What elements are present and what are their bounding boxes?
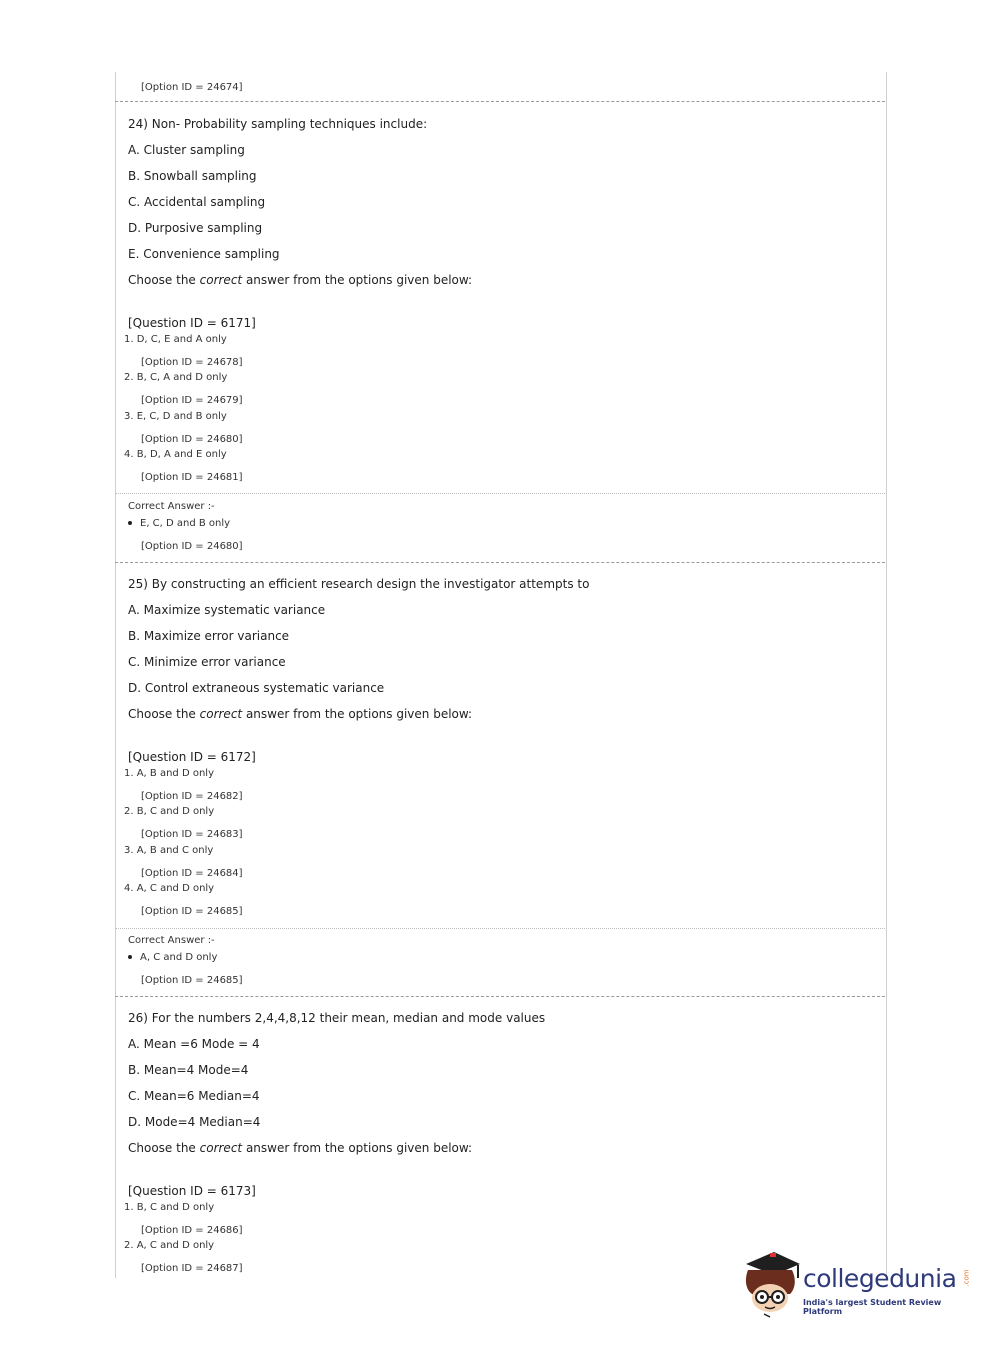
option-label: 4. B, D, A and E only	[124, 449, 227, 460]
question-divider	[115, 996, 885, 997]
logo-tagline: India's largest Student Review Platform	[803, 1298, 942, 1316]
correct-answer-heading: Correct Answer :-	[128, 501, 215, 512]
statement: C. Accidental sampling	[128, 195, 266, 209]
answer-divider	[115, 493, 885, 494]
statement: D. Control extraneous systematic variance	[128, 681, 385, 695]
statement: C. Minimize error variance	[128, 655, 286, 669]
option-id: [Option ID = 24684]	[141, 868, 243, 879]
option-label: 2. B, C and D only	[124, 806, 215, 817]
option-id: [Option ID = 24683]	[141, 829, 243, 840]
statement: B. Snowball sampling	[128, 169, 257, 183]
mascot-icon	[740, 1248, 802, 1318]
option-id: [Option ID = 24685]	[141, 906, 243, 917]
question-id: [Question ID = 6173]	[128, 1184, 256, 1198]
bullet-icon	[128, 955, 132, 959]
statement: D. Purposive sampling	[128, 221, 263, 235]
correct-answer-heading: Correct Answer :-	[128, 935, 215, 946]
option-id: [Option ID = 24680]	[141, 434, 243, 445]
question-divider	[115, 101, 885, 102]
option-id: [Option ID = 24682]	[141, 791, 243, 802]
question-title: 25) By constructing an efficient research design the investigator attempts to	[128, 577, 590, 591]
question-id: [Question ID = 6171]	[128, 316, 256, 330]
option-label: 1. A, B and D only	[124, 768, 214, 779]
option-label: 1. D, C, E and A only	[124, 334, 227, 345]
question-divider	[115, 562, 885, 563]
option-label: 4. A, C and D only	[124, 883, 215, 894]
option-label: 1. B, C and D only	[124, 1202, 215, 1213]
statement: E. Convenience sampling	[128, 247, 280, 261]
question-title: 26) For the numbers 2,4,4,8,12 their mean, median and mode values	[128, 1011, 546, 1025]
correct-answer-text: E, C, D and B only	[128, 518, 230, 529]
logo-wordmark: collegedunia	[803, 1264, 957, 1293]
option-id: [Option ID = 24681]	[141, 472, 243, 483]
option-id: [Option ID = 24674]	[141, 82, 243, 93]
option-label: 2. B, C, A and D only	[124, 372, 228, 383]
option-id: [Option ID = 24686]	[141, 1225, 243, 1236]
statement: B. Mean=4 Mode=4	[128, 1063, 249, 1077]
statement: A. Maximize systematic variance	[128, 603, 326, 617]
statement: A. Mean =6 Mode = 4	[128, 1037, 260, 1051]
correct-answer-text: A, C and D only	[128, 952, 217, 963]
option-id: [Option ID = 24687]	[141, 1263, 243, 1274]
statement: C. Mean=6 Median=4	[128, 1089, 260, 1103]
instruction: Choose the correct answer from the options given below:	[128, 273, 473, 287]
bullet-icon	[128, 521, 132, 525]
logo-suffix: .com	[962, 1269, 971, 1287]
option-id: [Option ID = 24679]	[141, 395, 243, 406]
statement: B. Maximize error variance	[128, 629, 290, 643]
correct-option-id: [Option ID = 24680]	[141, 541, 243, 552]
question-title: 24) Non- Probability sampling techniques include:	[128, 117, 428, 131]
option-id: [Option ID = 24678]	[141, 357, 243, 368]
option-label: 2. A, C and D only	[124, 1240, 215, 1251]
statement: A. Cluster sampling	[128, 143, 245, 157]
option-label: 3. A, B and C only	[124, 845, 214, 856]
instruction: Choose the correct answer from the options given below:	[128, 1141, 473, 1155]
correct-option-id: [Option ID = 24685]	[141, 975, 243, 986]
option-label: 3. E, C, D and B only	[124, 411, 227, 422]
collegedunia-logo	[740, 1248, 970, 1318]
statement: D. Mode=4 Median=4	[128, 1115, 261, 1129]
question-id: [Question ID = 6172]	[128, 750, 256, 764]
instruction: Choose the correct answer from the options given below:	[128, 707, 473, 721]
answer-divider	[115, 928, 885, 929]
